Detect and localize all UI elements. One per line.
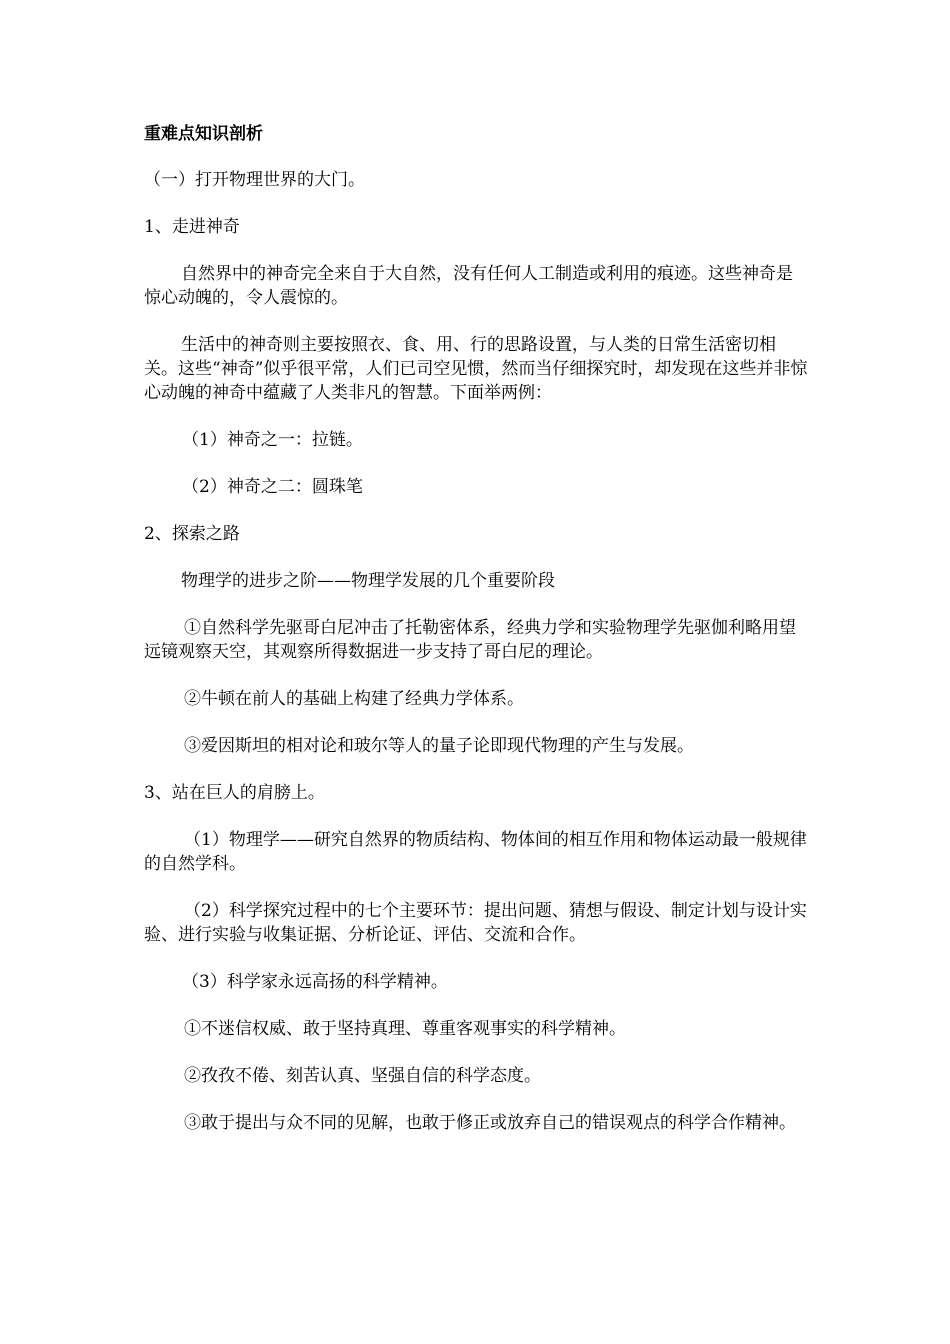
science-spirit-heading: （3）科学家永远高扬的科学精神。 xyxy=(182,972,448,992)
spirit-item-2: ②孜孜不倦、刻苦认真、坚强自信的科学态度。 xyxy=(184,1066,541,1086)
subsection-heading-2: 2、探索之路 xyxy=(144,524,240,544)
page-title: 重难点知识剖析 xyxy=(144,124,263,144)
inquiry-steps: （2）科学探究过程中的七个主要环节：提出问题、猜想与假设、制定计划与设计实验、进行实验与收集证据、分析论证、评估、交流和合作。 xyxy=(144,901,807,945)
paragraph-life-wonders: 生活中的神奇则主要按照衣、食、用、行的思路设置，与人类的日常生活密切相关。这些“神奇”似乎很平常，人们已司空见惯，然而当仔细探究时，却发现在这些并非惊心动魄的神奇中蕴藏了人类非凡的智慧。下面举两例： xyxy=(144,335,808,403)
section-heading: （一）打开物理世界的大门。 xyxy=(144,170,365,190)
paragraph-nature-wonders: 自然界中的神奇完全来自于大自然，没有任何人工制造或利用的痕迹。这些神奇是惊心动魄的，令人震惊的。 xyxy=(144,264,793,308)
physics-definition: （1）物理学——研究自然界的物质结构、物体间的相互作用和物体运动最一般规律的自然学科。 xyxy=(144,830,807,874)
document-page xyxy=(144,122,808,1158)
spirit-item-3: ③敢于提出与众不同的见解，也敢于修正或放弃自己的错误观点的科学合作精神。 xyxy=(184,1113,796,1133)
subsection-heading-1: 1、走进神奇 xyxy=(144,217,240,237)
subsection-heading-3: 3、站在巨人的肩膀上。 xyxy=(144,783,325,803)
example-ballpen: （2）神奇之二：圆珠笔 xyxy=(182,477,363,497)
paragraph-stages-intro: 物理学的进步之阶——物理学发展的几个重要阶段 xyxy=(181,571,555,591)
stage-einstein: ③爱因斯坦的相对论和玻尔等人的量子论即现代物理的产生与发展。 xyxy=(184,736,694,756)
example-zipper: （1）神奇之一：拉链。 xyxy=(182,430,363,450)
stage-copernicus: ①自然科学先驱哥白尼冲击了托勒密体系，经典力学和实验物理学先驱伽利略用望远镜观察天空，其观察所得数据进一步支持了哥白尼的理论。 xyxy=(144,618,796,662)
spirit-item-1: ①不迷信权威、敢于坚持真理、尊重客观事实的科学精神。 xyxy=(184,1019,626,1039)
stage-newton: ②牛顿在前人的基础上构建了经典力学体系。 xyxy=(184,689,524,709)
